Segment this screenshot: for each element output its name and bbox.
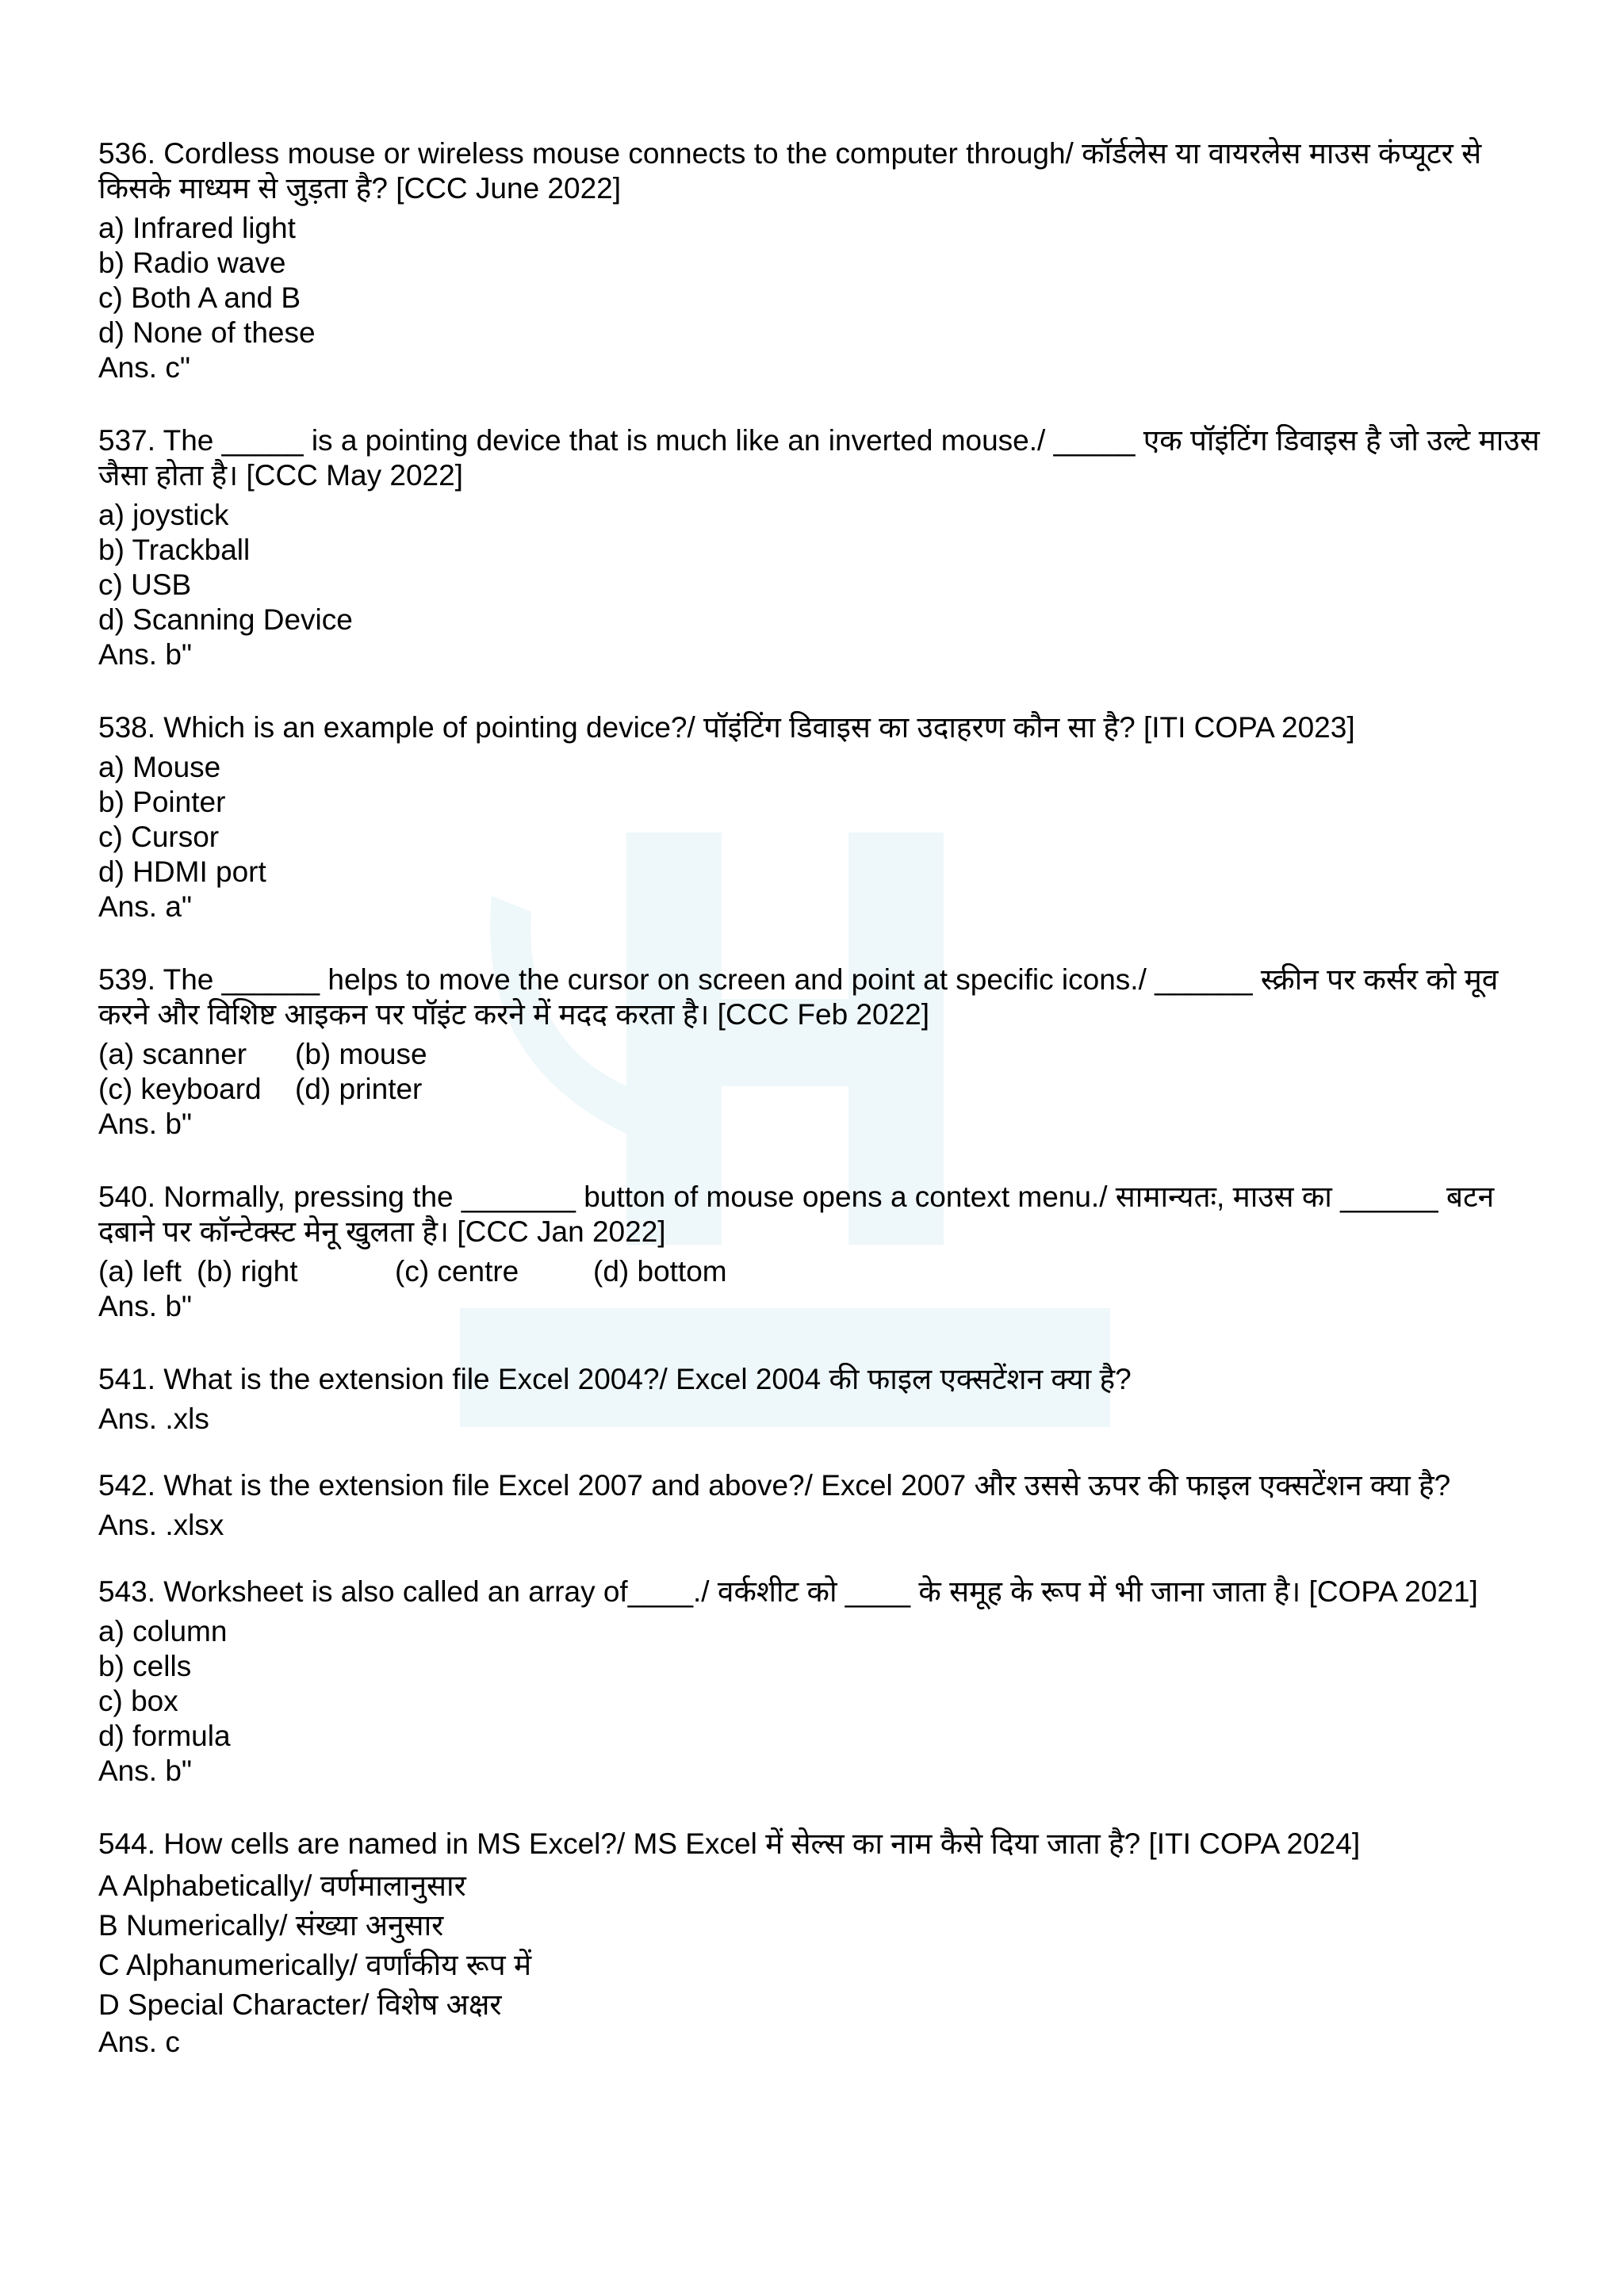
option-c: (c) keyboard [98,1073,262,1105]
option-c: c) Both A and B [98,281,301,314]
answer: Ans. a" [98,890,193,923]
question-text: 542. What is the extension file Excel 2007 and above?/ Excel 2007 और उससे ऊपर की फाइल एक्सटेंशन क्या है? [98,1469,1451,1502]
option-a: A Alphabetically/ वर्णमालानुसार [98,1869,466,1902]
question-537 [98,423,1549,672]
answer: Ans. b" [98,1290,193,1322]
question-text: 537. The _____ is a pointing device that is much like an inverted mouse./ _____ एक पॉइंटिंग डिवाइस है जो उल्टे माउस जैसा होता है। [CCC May 2022] [98,424,1540,492]
option-row-2 [98,1072,1549,1107]
question-text: 543. Worksheet is also called an array of____./ वर्कशीट को ____ के समूह के रूप में भी जाना जाता है। [COPA 2021] [98,1575,1478,1608]
option-b: b) Radio wave [98,247,286,279]
question-text: 538. Which is an example of pointing device?/ पॉइंटिंग डिवाइस का उदाहरण कौन सा है? [ITI COPA 2023] [98,711,1355,744]
option-c: c) box [98,1685,178,1717]
answer: Ans. c [98,2026,180,2058]
option-b: (b) mouse [295,1038,427,1070]
option-row [98,1254,1549,1289]
answer: Ans. .xls [98,1402,209,1435]
option-c: (c) centre [395,1255,519,1288]
option-d: d) HDMI port [98,855,266,888]
option-d: d) None of these [98,316,316,349]
question-text: 539. The ______ helps to move the cursor on screen and point at specific icons./ ______ स्क्रीन पर कर्सर को मूव करने और विशिष्ट आइकन पर पॉइंट करने में मदद करता है। [CCC Feb 2022] [98,963,1499,1031]
question-538 [98,710,1549,924]
option-d: (d) printer [295,1073,423,1105]
option-d: d) formula [98,1720,231,1752]
option-b: B Numerically/ संख्या अनुसार [98,1909,444,1942]
question-text: 536. Cordless mouse or wireless mouse connects to the computer through/ कॉर्डलेस या वायरलेस माउस कंप्यूटर से किसके माध्यम से जुड़ता है? [CCC June 2022] [98,137,1482,205]
answer: Ans. b" [98,1108,193,1140]
question-text: 541. What is the extension file Excel 2004?/ Excel 2004 की फाइल एक्सटेंशन क्या है? [98,1363,1132,1395]
option-a: (a) left [98,1255,182,1288]
option-b: (b) right [197,1255,298,1288]
question-page [98,136,1549,2098]
option-a: a) Mouse [98,751,221,783]
option-c: c) USB [98,568,192,601]
option-a: a) column [98,1615,228,1647]
question-542 [98,1468,1549,1543]
option-a: a) Infrared light [98,212,296,244]
question-543 [98,1575,1549,1789]
option-row-1 [98,1037,1549,1072]
option-d: (d) bottom [593,1255,727,1288]
question-text: 544. How cells are named in MS Excel?/ MS Excel में सेल्स का नाम कैसे दिया जाता है? [ITI COPA 2024] [98,1827,1361,1860]
option-a: (a) scanner [98,1038,247,1070]
question-text: 540. Normally, pressing the _______ button of mouse opens a context menu./ सामान्यतः, माउस का ______ बटन दबाने पर कॉन्टेक्स्ट मेनू खुलता है। [CCC Jan 2022] [98,1181,1495,1248]
option-b: b) cells [98,1650,192,1682]
option-b: b) Pointer [98,786,226,818]
option-c: C Alphanumerically/ वर्णांकीय रूप में [98,1949,532,1981]
question-544 [98,1827,1549,2060]
answer: Ans. .xlsx [98,1509,224,1541]
answer: Ans. b" [98,1755,193,1787]
question-536 [98,136,1549,385]
option-b: b) Trackball [98,534,251,566]
question-541 [98,1362,1549,1437]
option-d: d) Scanning Device [98,603,353,636]
option-a: a) joystick [98,499,229,531]
answer: Ans. c" [98,351,190,384]
question-539 [98,962,1549,1142]
option-d: D Special Character/ विशेष अक्षर [98,1988,502,2021]
question-540 [98,1180,1549,1324]
answer: Ans. b" [98,638,193,671]
option-c: c) Cursor [98,821,220,853]
